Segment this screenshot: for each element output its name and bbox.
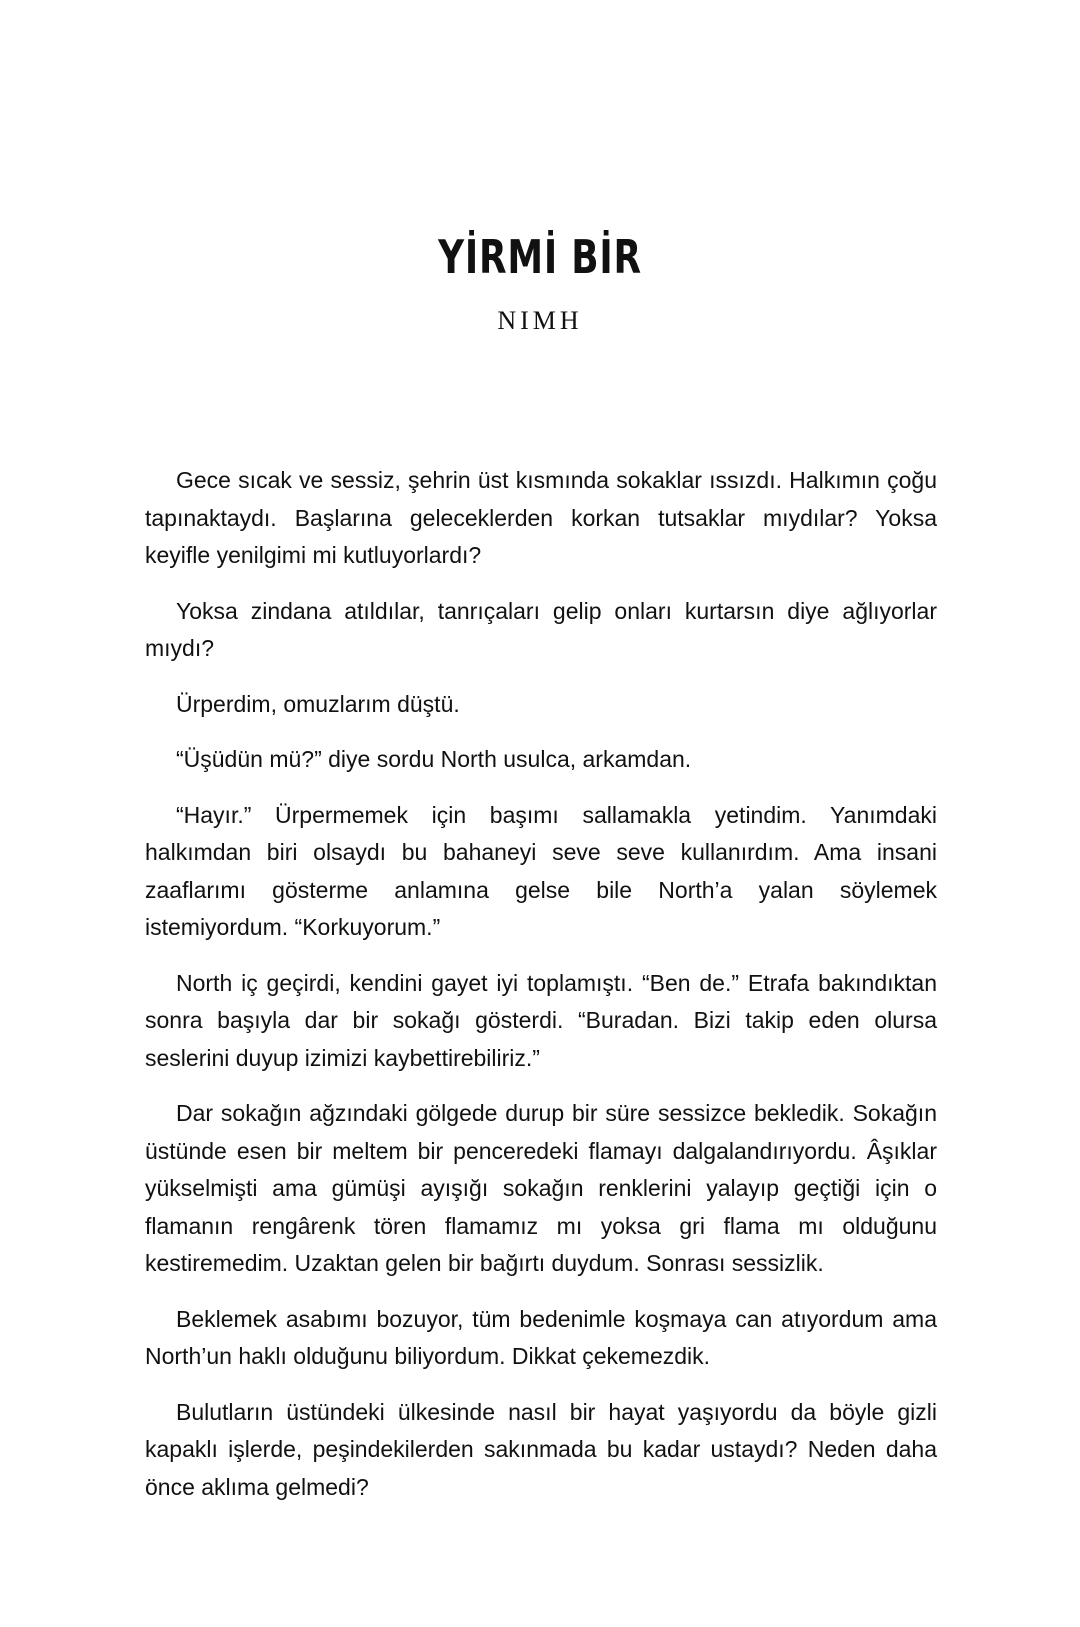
paragraph: Beklemek asabımı bozuyor, tüm bedenimle koşmaya can atıyordum ama North’un haklı olduğunu biliyordum. Dikkat çekemezdik. — [145, 1305, 937, 1369]
paragraph: North iç geçirdi, kendini gayet iyi toplamıştı. “Ben de.” Etrafa bakındıktan sonra başıyla dar bir sokağı gösterdi. “Buradan. Bizi takip eden olursa seslerini duyup izimizi kaybettirebiliriz.” — [145, 969, 937, 1071]
chapter-body — [145, 462, 937, 1524]
paragraph: Dar sokağın ağzındaki gölgede durup bir süre sessizce bekledik. Sokağın üstünde esen bir meltem bir penceredeki flamayı dalgalandırıyordu. Âşıklar yükselmişti ama gümüşi ayışığı sokağın renklerini yalayıp geçtiği için o flamanın rengârenk tören flamamız mı yoksa gri flama mı olduğunu kestiremedim. Uzaktan gelen bir bağırtı duydum. Sonrası sessizlik. — [145, 1100, 937, 1276]
paragraph: Gece sıcak ve sessiz, şehrin üst kısmında sokaklar ıssızdı. Halkımın çoğu tapınaktaydı. Başlarına geleceklerden korkan tutsaklar mıydılar? Yoksa keyifle yenilgimi mi kutluyorlardı? — [145, 467, 937, 568]
paragraph: “Üşüdün mü?” diye sordu North usulca, arkamdan. — [176, 746, 692, 772]
paragraph: Ürperdim, omuzlarım düştü. — [176, 690, 460, 717]
chapter-title: YİRMİ BİR — [438, 230, 642, 284]
paragraph: Bulutların üstündeki ülkesinde nasıl bir hayat yaşıyordu da böyle gizli kapaklı işlerde, peşindekilerden sakınmada bu kadar ustaydı? Neden daha önce aklıma gelmedi? — [145, 1398, 937, 1500]
paragraph: Yoksa zindana atıldılar, tanrıçaları gelip onları kurtarsın diye ağlıyorlar mıydı? — [145, 597, 937, 661]
chapter-subtitle: NIMH — [497, 306, 583, 335]
paragraph: “Hayır.” Ürpermemek için başımı sallamakla yetindim. Yanımdaki halkımdan biri olsaydı bu bahaneyi seve seve kullanırdım. Ama insani zaaflarımı gösterme anlamına gelse bile North’a yalan söylemek istemiyordum. “Korkuyorum.” — [145, 801, 937, 940]
